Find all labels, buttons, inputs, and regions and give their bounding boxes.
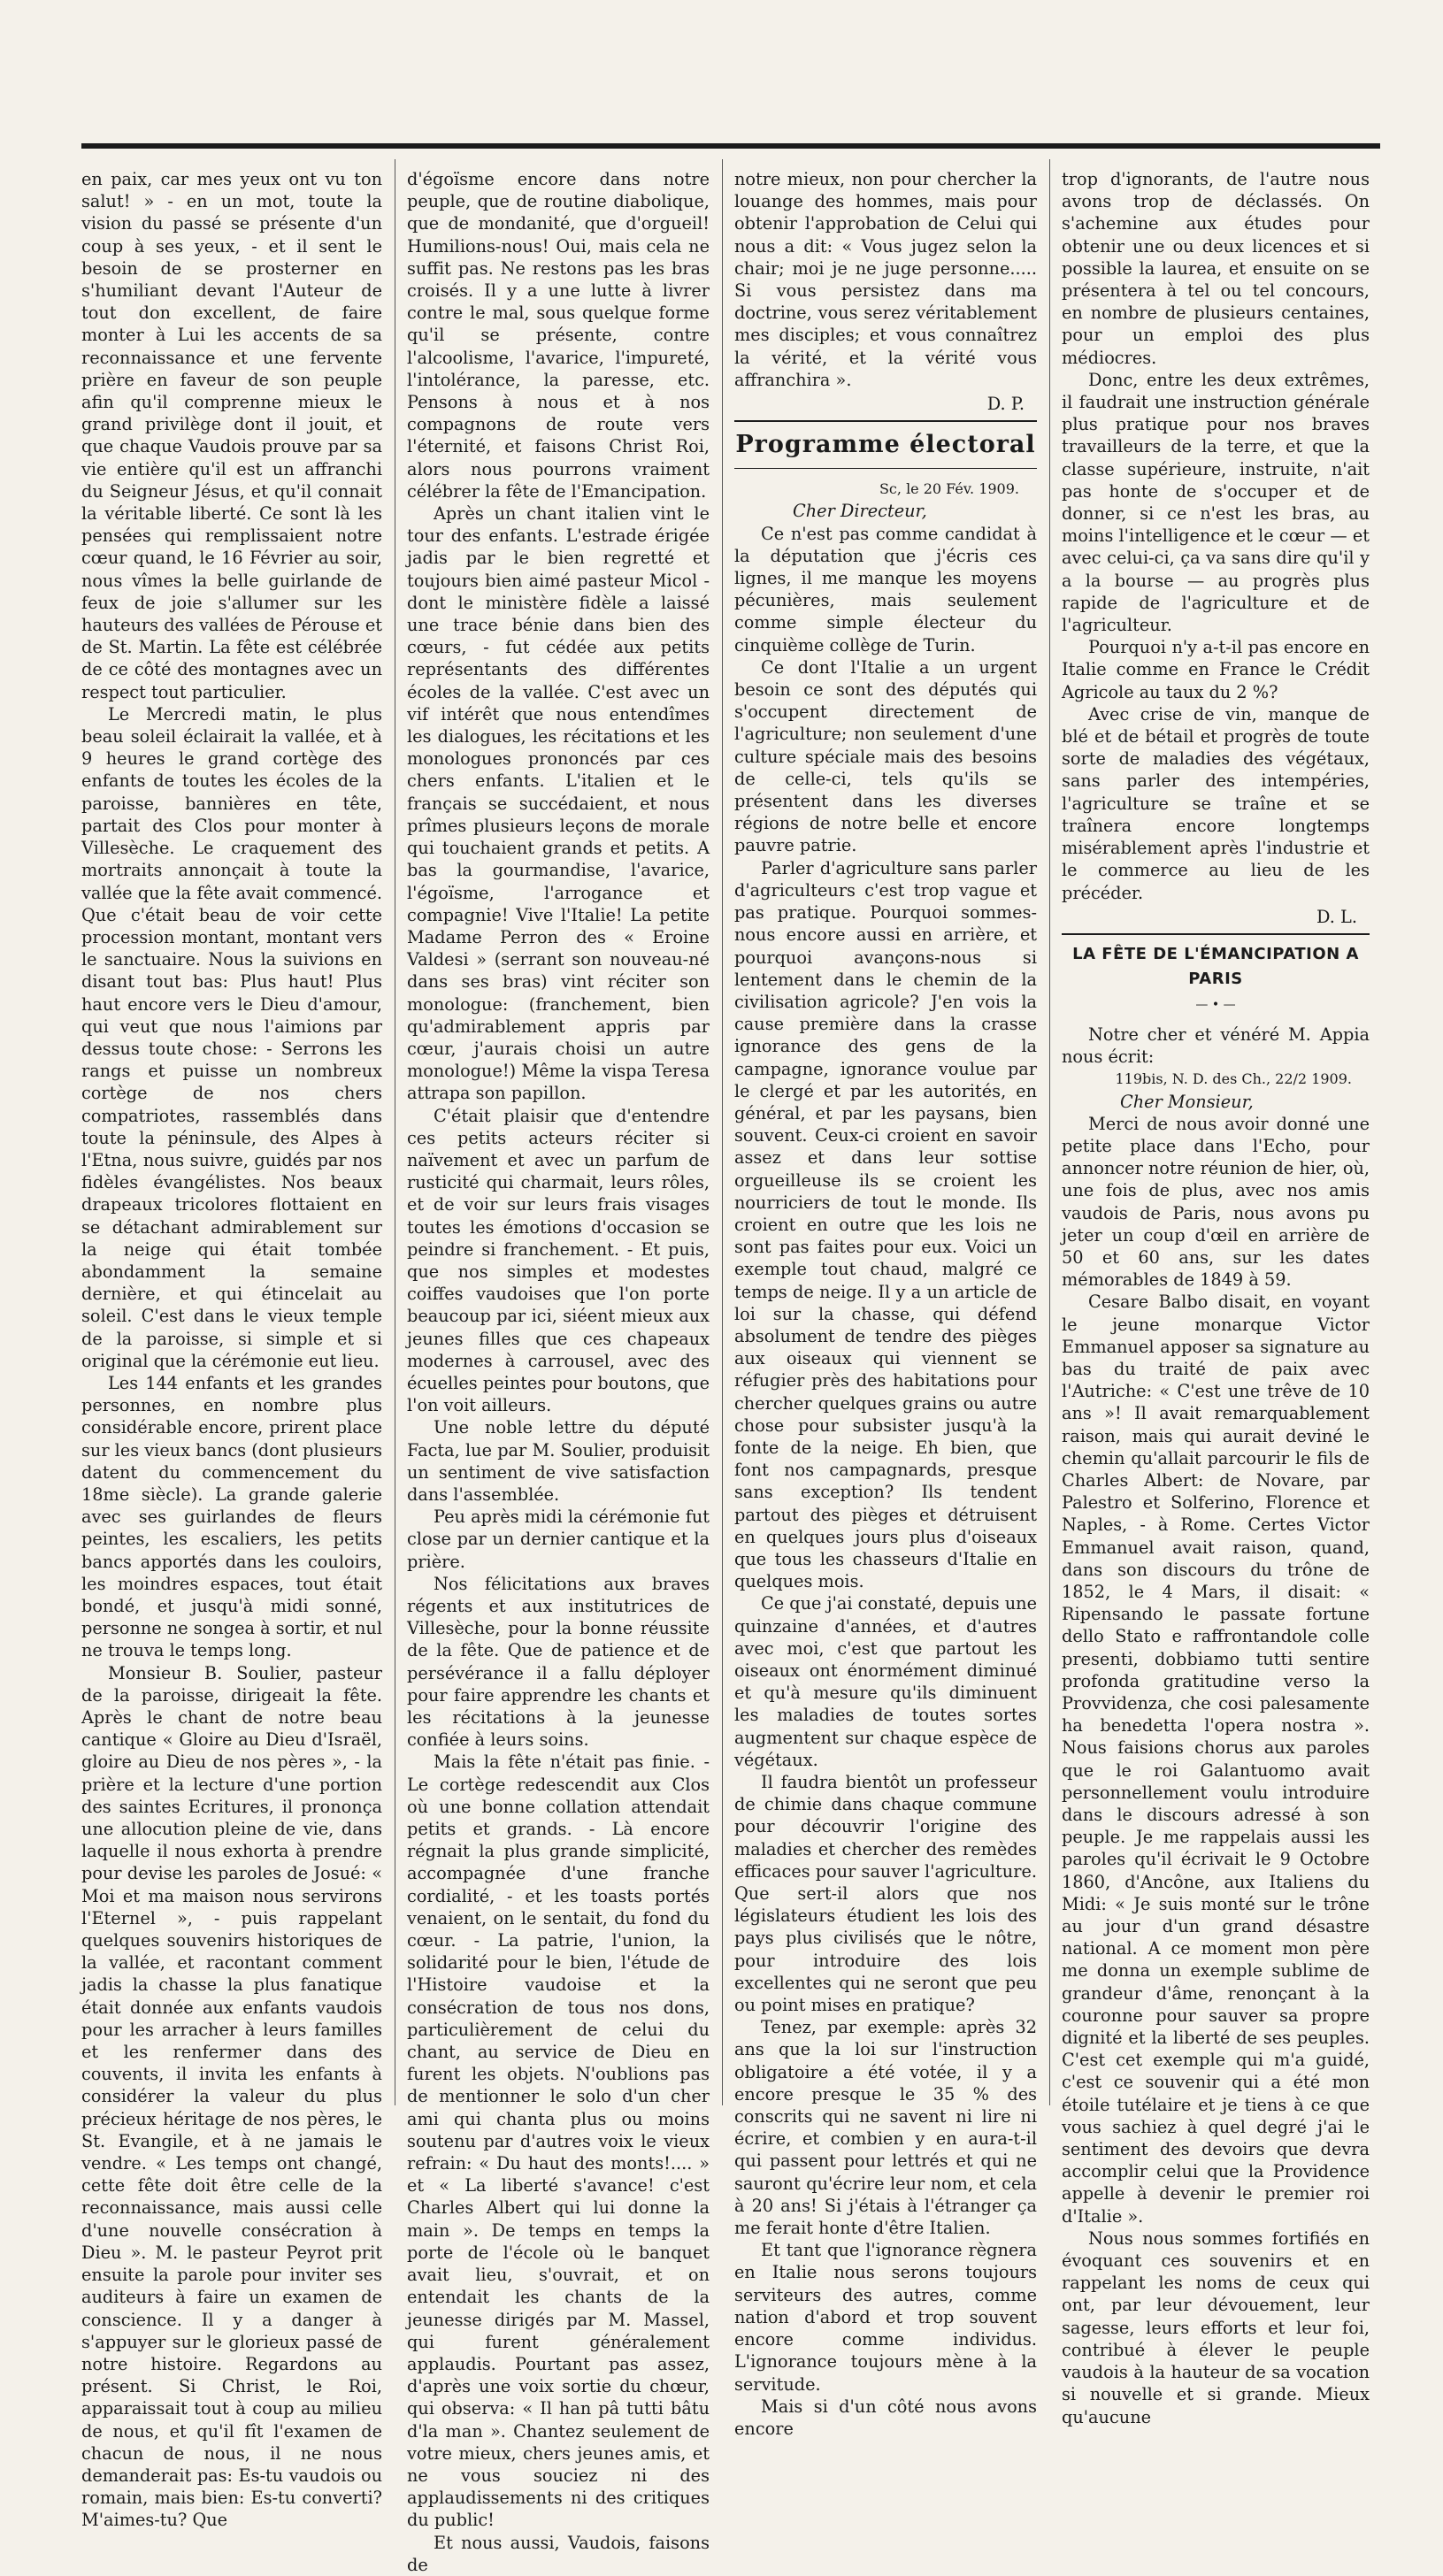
paragraph: Merci de nous avoir donné une petite place dans l'Echo, pour annoncer notre réunion de hier, où, une fois de plus, avec nos amis vaudois de Paris, nous avons pu jeter un coup d'œil en arrière de 50 et 60 ans, sur les dates mémorables de 1849 à 59. bbox=[1062, 1113, 1370, 1291]
paragraph: Le Mercredi matin, le plus beau soleil éclairait la vallée, et à 9 heures le grand cortège des enfants de toutes les écoles de la paroisse, bannières en tête, partait des Clos pour monter à Villesèche. Le craquement des mortraits annonçait à toute la vallée que la fête avait commencé. Que c'était beau de voir cette procession montant, montant vers le sanctuaire. Nous la suivions en disant tout bas: Plus haut! Plus haut encore vers le Dieu d'amour, qui veut que nous l'aimions par dessus toute chose: - Serrons les rangs et puisse un nombreux cortège de nos chers compatriotes, rassemblés dans toute la péninsule, des Alpes à l'Etna, nous suivre, guidés par nos fidèles évangélistes. Nos beaux drapeaux tricolores flottaient en se détachant admirablement sur la neige qui était tombée abondamment la semaine dernière, et qui étincelait au soleil. C'est dans le vieux temple de la paroisse, si simple et si original que la cérémonie eut lieu. bbox=[81, 703, 382, 1371]
signature: D. L. bbox=[1316, 906, 1357, 927]
paragraph: trop d'ignorants, de l'autre nous avons trop de déclassés. On s'achemine aux études pour obtenir une ou deux licences et si possible la laurea, et ensuite on se présentera à tel ou tel concours, en nombre de plusieurs centaines, pour un emploi des plus médiocres. bbox=[1062, 169, 1370, 368]
paragraph: notre mieux, non pour chercher la louange des hommes, mais pour obtenir l'approbation de Celui qui nous a dit: « Vous jugez selon la chair; moi je ne juge personne..... Si vous persistez dans ma doctrine, vous serez véritablement mes disciples; et vous connaîtrez la vérité, et la vérité vous affranchira ». bbox=[734, 169, 1037, 390]
paragraph: Tenez, par exemple: après 32 ans que la loi sur l'instruction obligatoire a été votée, il y a encore presque le 35 % des conscrits qui ne savent ni lire ni écrire, et combien y en aura-t-il qui passent pour lettrés et qui ne sauront qu'écrire leur nom, et cela à 20 ans! Si j'étais à l'étranger ça me ferait honte d'être Italien. bbox=[734, 2017, 1037, 2239]
dateline: 119bis, N. D. des Ch., 22/2 1909. bbox=[1115, 1070, 1352, 1088]
paragraph: Mais la fête n'était pas finie. - Le cortège redescendit aux Clos où une bonne collation attendait petits et grands. - Là encore régnait la plus grande simplicité, accompagnée d'une franche cordialité, - et les toasts portés venaient, on le sentait, du fond du cœur. - La patrie, l'union, la solidarité pour le bien, l'étude de l'Histoire vaudoise et la consécration de tous nos dons, particulièrement de celui du chant, au service de Dieu en furent les objets. N'oublions pas de mentionner le solo d'un cher ami qui chanta plus ou moins soutenu par d'autres voix le vieux refrain: « Du haut des monts!.... » et « La liberté s'avance! c'est Charles Albert qui lui donne la main ». De temps en temps la porte de l'école où le banquet avait lieu, s'ouvrait, et on entendait les chants de la jeunesse dirigés par M. Massel, qui furent généralement applaudis. Pourtant pas assez, d'après une voix sortie du chœur, qui observa: « Il han pâ tutti bâtu d'la man ». Chantez seulement de votre mieux, chers jeunes amis, et ne vous souciez ni des applaudissements ni des critiques du public! bbox=[407, 1752, 710, 2531]
paragraph: Et tant que l'ignorance règnera en Italie nous serons toujours serviteurs des autres, comme nation d'abord et trop souvent encore comme individus. L'ignorance toujours mène à la servitude. bbox=[734, 2240, 1037, 2395]
article-heading: LA FÊTE DE L'ÉMANCIPATION A PARIS bbox=[1072, 944, 1359, 988]
paragraph: Une noble lettre du député Facta, lue par M. Soulier, produisit un sentiment de vive satisfaction dans l'assemblée. bbox=[407, 1417, 710, 1505]
column-3 bbox=[734, 168, 1037, 2439]
section-rule bbox=[734, 468, 1037, 469]
paragraph: Monsieur B. Soulier, pasteur de la paroisse, dirigeait la fête. Après le chant de notre beau cantique « Gloire au Dieu d'Israël, gloire au Dieu de nos pères », - la prière et la lecture d'une portion des saintes Ecritures, il prononça une allocution pleine de vie, dans laquelle il nous exhorta à prendre pour devise les paroles de Josué: « Moi et ma maison nous servirons l'Eternel », - puis rappelant quelques souvenirs historiques de la vallée, et racontant comment jadis la chasse la plus fanatique était donnée aux enfants vaudois pour les arracher à leurs familles et les renfermer dans des couvents, il invita les enfants à considérer la valeur du plus précieux héritage de nos pères, le St. Evangile, et à ne jamais le vendre. « Les temps ont changé, cette fête doit être celle de la reconnaissance, mais aussi celle d'une nouvelle consécration à Dieu ». M. le pasteur Peyrot prit ensuite la parole pour inviter ses auditeurs à faire un examen de conscience. Il y a danger à s'appuyer sur le glorieux passé de notre histoire. Regardons au présent. Si Christ, le Roi, apparaissait tout à coup au milieu de nous, et qu'il fît l'examen de chacun de nous, il ne nous demanderait pas: Es-tu vaudois ou romain, mais bien: Es-tu converti? M'aimes-tu? Que bbox=[81, 1662, 382, 2531]
paragraph: Ce n'est pas comme candidat à la députation que j'écris ces lignes, il me manque les moyens pécunières, mais seulement comme simple électeur du cinquième collège de Turin. bbox=[734, 523, 1037, 656]
paragraph: Avec crise de vin, manque de blé et de bétail et progrès de toute sorte de maladies des végétaux, sans parler des intempéries, l'agriculture se traîne et se traînera encore longtemps misérablement après l'industrie et le commerce au lieu de les précéder. bbox=[1062, 703, 1370, 903]
paragraph: Pourquoi n'y a-t-il pas encore en Italie comme en France le Crédit Agricole au taux du 2 %? bbox=[1062, 637, 1370, 702]
paragraph: Nos félicitations aux braves régents et aux institutrices de Villesèche, pour la bonne réussite de la fête. Que de patience et de persévérance il a fallu déployer pour faire apprendre les chants et les récitations à la jeunesse confiée à leurs soins. bbox=[407, 1573, 710, 1751]
column-2 bbox=[407, 168, 710, 2575]
paragraph: Nous nous sommes fortifiés en évoquant ces souvenirs et en rappelant les noms de ceux qui ont, par leur dévouement, leur sagesse, leurs efforts et leur foi, contribué à élever le peuple vaudois à la hauteur de sa vocation si nouvelle et si grande. Mieux qu'aucune bbox=[1062, 2227, 1370, 2427]
section-rule bbox=[734, 420, 1037, 422]
article-heading: Programme électoral bbox=[735, 431, 1036, 459]
section-rule bbox=[1062, 933, 1370, 935]
salutation: Cher Directeur, bbox=[793, 501, 927, 522]
paragraph: Les 144 enfants et les grandes personnes, en nombre plus considérable encore, prirent place sur les vieux bancs (dont plusieurs datent du commencement du 18me siècle). La grande galerie avec ses guirlandes de fleurs peintes, les escaliers, les petits bancs apportés dans les couloirs, les moindres espaces, tout était bondé, et jusqu'à midi sonné, personne ne songea à sortir, et nul ne trouva le temps long. bbox=[81, 1372, 383, 1661]
column-4 bbox=[1062, 168, 1370, 2427]
column-divider bbox=[722, 159, 723, 2105]
paragraph: Mais si d'un côté nous avons encore bbox=[734, 2396, 1037, 2439]
paragraph: Ce que j'ai constaté, depuis une quinzaine d'années, et d'autres avec moi, c'est que partout les oiseaux ont énormément diminué et qu'à mesure qu'ils diminuent les maladies de toutes sortes augmentent sur chaque espèce de végétaux. bbox=[734, 1593, 1037, 1770]
top-rule bbox=[81, 143, 1380, 149]
column-1 bbox=[81, 168, 383, 2531]
column-divider bbox=[1049, 159, 1050, 2105]
signature: D. P. bbox=[986, 394, 1025, 415]
paragraph: Ce dont l'Italie a un urgent besoin ce sont des députés qui s'occupent directement de l'agriculture; non seulement d'une culture spéciale mais des besoins de celle-ci, tels qu'ils se présentent dans les diverses régions de notre belle et encore pauvre patrie. bbox=[734, 656, 1037, 856]
paragraph: Cesare Balbo disait, en voyant le jeune monarque Victor Emmanuel apposer sa signature au bas du traité de paix avec l'Autriche: « C'est une trêve de 10 ans »! Il avait remarquablement raison, mais qui aurait deviné le chemin qu'allait parcourir le fils de Charles Albert: de Novare, par Palestro et Solferino, Florence et Naples, - à Rome. Certes Victor Emmanuel avait raison, quand, dans son discours du trône de 1852, le 4 Mars, il disait: « Ripensando le passate fortune dello Stato e raffrontandole colle presenti, dobbiamo tutti sentire profonda gratitudine verso la Provvidenza, che cosi palesamente ha benedetta l'opera nostra ». Nous faisions chorus aux paroles que le roi Galantuomo avait personnellement voulu introduire dans le discours adressé à son peuple. Je me rappelais aussi les paroles qu'il écrivait le 9 Octobre 1860, d'Ancône, aux Italiens du Midi: « Je suis monté sur le trône au jour d'un grand désastre national. A ce moment mon père me donna un exemple sublime de grandeur d'âme, renonçant à la couronne pour sauver sa propre dignité et la liberté de ses peuples. C'est cet exemple qui m'a guidé, c'est ce souvenir qui a été mon étoile tutélaire et je tiens à ce que vous sachiez à quel degré j'ai le sentiment des devoirs que devra accomplir celui que la Providence appelle à devenir le premier roi d'Italie ». bbox=[1062, 1292, 1370, 2227]
paragraph: Et nous aussi, Vaudois, faisons de bbox=[407, 2532, 710, 2575]
paragraph: Il faudra bientôt un professeur de chimie dans chaque commune pour découvrir l'origine des maladies et chercher des remèdes efficaces pour sauver l'agriculture. Que sert-il alors que nos législateurs étudient les lois des pays plus civilisés que le nôtre, pour introduire des lois excellentes qui ne seront que peu ou point mises en pratique? bbox=[734, 1772, 1037, 2016]
paragraph: d'égoïsme encore dans notre peuple, que de routine diabolique, que de mondanité, que d'orgueil! Humilions-nous! Oui, mais cela ne suffit pas. Ne restons pas les bras croisés. Il y a une lutte à livrer contre le mal, sous quelque forme qu'il se présente, contre l'alcoolisme, l'avarice, l'impureté, l'intolérance, la paresse, etc. Pensons à nous et à nos compagnons de route vers l'éternité, et faisons Christ Roi, alors nous pourrons vraiment célébrer la fête de l'Emancipation. bbox=[407, 169, 710, 502]
paragraph: Peu après midi la cérémonie fut close par un dernier cantique et la prière. bbox=[407, 1506, 710, 1572]
paragraph: Notre cher et vénéré M. Appia nous écrit: bbox=[1062, 1024, 1370, 1068]
paragraph: Parler d'agriculture sans parler d'agriculteurs c'est trop vague et pas pratique. Pourquoi sommes-nous encore aussi en arrière, et pourquoi avançons-nous si lentement dans le chemin de la civilisation agricole? J'en vois la cause première dans la crasse ignorance des gens de la campagne, ignorance voulue par le clergé et par les autorités, en général, et par les paysans, bien souvent. Ceux-ci croient en savoir assez et dans leur sottise orgueilleuse ils se croient les nourriciers de tout le monde. Ils croient en outre que les lois ne sont pas faites pour eux. Voici un exemple tout chaud, malgré ce temps de neige. Il y a un article de loi sur la chasse, qui défend absolument de tendre des pièges aux oiseaux qui viennent se réfugier près des habitations pour chercher quelques grains ou autre chose pour subsister jusqu'à la fonte de la neige. Eh bien, que font nos campagnards, presque sans exception? Ils tendent partout des pièges et détruisent en quelques jours plus d'oiseaux que tous les chasseurs d'Italie en quelques mois. bbox=[734, 857, 1037, 1592]
ornament: — • — bbox=[1195, 997, 1236, 1012]
paragraph: Après un chant italien vint le tour des enfants. L'estrade érigée jadis par le bien regretté et toujours bien aimé pasteur Micol - dont le ministère fidèle a laissé une trace bénie dans bien des cœurs, - fut cédée aux petits représentants des différentes écoles de la vallée. C'est avec un vif intérêt que nous entendîmes les dialogues, les récitations et les monologues prononcés par ces chers enfants. L'italien et le français se succédaient, et nous prîmes plusieurs leçons de morale qui touchaient grands et petits. A bas la gourmandise, l'avarice, l'égoïsme, l'arrogance et compagnie! Vive l'Italie! La petite Madame Perron des « Eroine Valdesi » (serrant son nouveau-né dans ses bras) vint réciter son monologue: (franchement, bien qu'admirablement appris par cœur, j'aurais choisi un autre monologue!) Même la vispa Teresa attrapa son papillon. bbox=[407, 503, 710, 1104]
dateline: Sc, le 20 Fév. 1909. bbox=[879, 480, 1019, 498]
paragraph: C'était plaisir que d'entendre ces petits acteurs réciter si naïvement et avec un parfum de rusticité qui charmait, leurs rôles, et de voir sur leurs frais visages toutes les émotions d'occasion se peindre si franchement. - Et puis, que nos simples et modestes coiffes vaudoises que l'on porte beaucoup par ici, siéent mieux aux jeunes filles que ces chapeaux modernes à carrousel, avec des écuelles peintes pour boutons, que l'on voit ailleurs. bbox=[407, 1105, 710, 1416]
salutation: Cher Monsieur, bbox=[1120, 1091, 1254, 1112]
paragraph: Donc, entre les deux extrêmes, il faudrait une instruction générale plus pratique pour nos braves travailleurs de la terre, et que la classe supérieure, instruite, n'ait pas honte de s'occuper et de donner, si ce n'est les bras, au moins l'intelligence et le cœur — et avec celui-ci, ça va sans dire qu'il y a la bourse — au progrès plus rapide de l'agriculture et de l'agriculteur. bbox=[1062, 369, 1370, 636]
paragraph: en paix, car mes yeux ont vu ton salut! » - en un mot, toute la vision du passé se présente d'un coup à ses yeux, - et il sent le besoin de se prosterner en s'humiliant devant l'Auteur de tout don excellent, de faire monter à Lui les accents de sa reconnaissance et une fervente prière en faveur de son peuple afin qu'il comprenne mieux le grand privilège dont il jouit, et que chaque Vaudois prouve par sa vie entière qu'il est un affranchi du Seigneur Jésus, et qu'il connait la véritable liberté. Ce sont là les pensées qui remplissaient notre cœur quand, le 16 Février au soir, nous vîmes la belle guirlande de feux de joie s'allumer sur les hauteurs des vallées de Pérouse et de St. Martin. La fête est célébrée de ce côté des montagnes avec un respect tout particulier. bbox=[81, 169, 382, 702]
